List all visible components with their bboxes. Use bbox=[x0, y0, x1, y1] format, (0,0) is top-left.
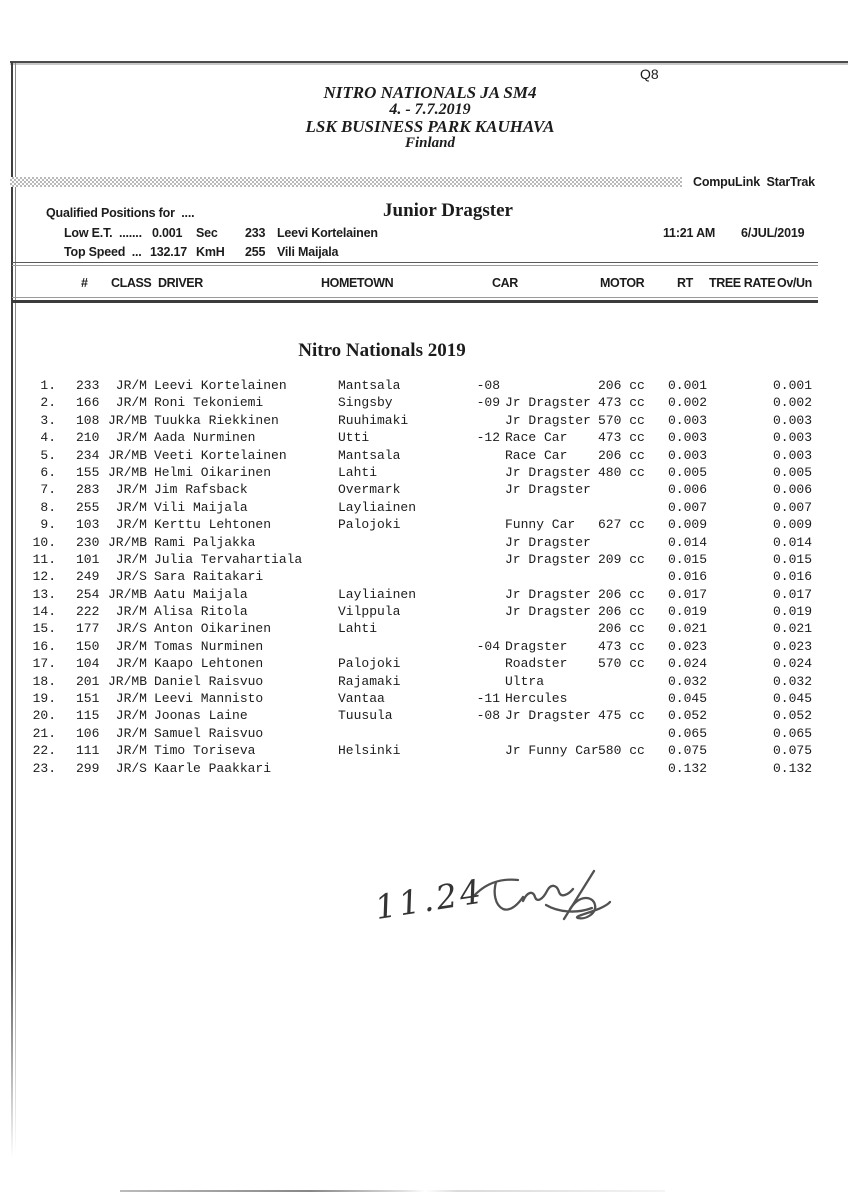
cell-hometown: Vilppula bbox=[338, 604, 401, 620]
cell-ovun: 0.023 bbox=[772, 638, 812, 654]
cell-car: Jr Dragster bbox=[505, 464, 591, 480]
cell-motor: 480 cc bbox=[598, 464, 645, 480]
col-header-tree-rate: TREE RATE bbox=[709, 276, 776, 290]
cell-rt: 0.023 bbox=[668, 638, 708, 654]
cell-driver: Anton Oikarinen bbox=[154, 621, 272, 637]
column-header-row bbox=[0, 276, 848, 292]
header-rule-bottom bbox=[12, 300, 818, 303]
cell-class: JR/M bbox=[115, 430, 147, 446]
table-row bbox=[30, 638, 820, 655]
table-row bbox=[30, 620, 820, 637]
cell-car: Jr Dragster bbox=[505, 604, 591, 620]
cell-motor: 206 cc bbox=[598, 447, 645, 463]
col-header-driver: DRIVER bbox=[158, 276, 203, 290]
cell-rt: 0.032 bbox=[668, 673, 708, 689]
header-rule-top-shadow bbox=[12, 265, 818, 266]
cell-driver: Timo Toriseva bbox=[154, 743, 256, 759]
cell-pos: 16. bbox=[32, 638, 56, 654]
cell-pos: 17. bbox=[32, 656, 56, 672]
cell-class: JR/S bbox=[115, 760, 147, 776]
cell-pos: 19. bbox=[32, 691, 56, 707]
col-header-rt: RT bbox=[677, 276, 693, 290]
cell-rt: 0.003 bbox=[668, 430, 708, 446]
cell-car_year: -08 bbox=[476, 708, 500, 724]
scan-border-top bbox=[10, 61, 848, 63]
cell-hometown: Rajamaki bbox=[338, 673, 401, 689]
cell-class: JR/M bbox=[115, 638, 147, 654]
cell-num: 201 bbox=[76, 673, 100, 689]
cell-driver: Veeti Kortelainen bbox=[154, 447, 287, 463]
cell-car: Jr Dragster bbox=[505, 586, 591, 602]
cell-hometown: Layliainen bbox=[338, 586, 417, 602]
cell-num: 115 bbox=[76, 708, 100, 724]
event-title-block bbox=[130, 84, 730, 152]
table-row bbox=[30, 394, 820, 411]
table-row bbox=[30, 760, 820, 777]
signature-scribble bbox=[472, 871, 610, 919]
timing-system-brand: CompuLink StarTrak bbox=[693, 175, 815, 189]
cell-pos: 3. bbox=[40, 412, 56, 428]
results-rows bbox=[30, 377, 820, 777]
cell-ovun: 0.005 bbox=[772, 464, 812, 480]
cell-class: JR/S bbox=[115, 621, 147, 637]
cell-motor: 627 cc bbox=[598, 517, 645, 533]
cell-motor: 580 cc bbox=[598, 743, 645, 759]
header-rule-top bbox=[12, 262, 818, 263]
cell-motor: 473 cc bbox=[598, 638, 645, 654]
cell-pos: 20. bbox=[32, 708, 56, 724]
cell-rt: 0.045 bbox=[668, 691, 708, 707]
table-row bbox=[30, 707, 820, 724]
cell-pos: 9. bbox=[40, 517, 56, 533]
cell-num: 150 bbox=[76, 638, 100, 654]
qualified-positions-label: Qualified Positions for .... bbox=[46, 206, 195, 220]
cell-ovun: 0.009 bbox=[772, 517, 812, 533]
cell-driver: Rami Paljakka bbox=[154, 534, 256, 550]
cell-num: 249 bbox=[76, 569, 100, 585]
cell-driver: Helmi Oikarinen bbox=[154, 464, 272, 480]
cell-pos: 7. bbox=[40, 482, 56, 498]
cell-rt: 0.007 bbox=[668, 499, 708, 515]
cell-num: 255 bbox=[76, 499, 100, 515]
col-header-car: CAR bbox=[492, 276, 518, 290]
table-row bbox=[30, 568, 820, 585]
cell-car_year: -11 bbox=[476, 691, 500, 707]
cell-hometown: Mantsala bbox=[338, 447, 401, 463]
cell-class: JR/MB bbox=[107, 447, 147, 463]
handwritten-annotation bbox=[368, 853, 618, 953]
cell-class: JR/M bbox=[115, 395, 147, 411]
cell-hometown: Lahti bbox=[338, 621, 378, 637]
cell-ovun: 0.052 bbox=[772, 708, 812, 724]
cell-class: JR/M bbox=[115, 482, 147, 498]
cell-ovun: 0.006 bbox=[772, 482, 812, 498]
cell-car: Jr Dragster bbox=[505, 551, 591, 567]
cell-hometown: Tuusula bbox=[338, 708, 393, 724]
cell-rt: 0.065 bbox=[668, 725, 708, 741]
top-speed-unit: KmH bbox=[196, 245, 225, 259]
cell-num: 101 bbox=[76, 551, 100, 567]
cell-hometown: Singsby bbox=[338, 395, 393, 411]
cell-driver: Tomas Nurminen bbox=[154, 638, 264, 654]
low-et-value: 0.001 bbox=[152, 226, 183, 240]
cell-driver: Sara Raitakari bbox=[154, 569, 264, 585]
cell-hometown: Mantsala bbox=[338, 378, 401, 393]
cell-motor: 570 cc bbox=[598, 412, 645, 428]
cell-rt: 0.003 bbox=[668, 412, 708, 428]
cell-num: 108 bbox=[76, 412, 100, 428]
halftone-separator bbox=[10, 177, 682, 187]
cell-car: Dragster bbox=[505, 638, 568, 654]
cell-pos: 2. bbox=[40, 395, 56, 411]
cell-car: Race Car bbox=[505, 430, 568, 446]
cell-pos: 1. bbox=[40, 378, 56, 393]
table-row bbox=[30, 499, 820, 516]
cell-pos: 13. bbox=[32, 586, 56, 602]
cell-pos: 8. bbox=[40, 499, 56, 515]
cell-motor: 473 cc bbox=[598, 395, 645, 411]
cell-pos: 6. bbox=[40, 464, 56, 480]
cell-ovun: 0.002 bbox=[772, 395, 812, 411]
table-row bbox=[30, 603, 820, 620]
cell-num: 222 bbox=[76, 604, 100, 620]
cell-driver: Vili Maijala bbox=[154, 499, 248, 515]
handwritten-time-note: 11.24 bbox=[372, 871, 487, 927]
low-et-label: Low E.T. ....... bbox=[64, 226, 142, 240]
cell-pos: 14. bbox=[32, 604, 56, 620]
print-date: 6/JUL/2019 bbox=[741, 226, 805, 240]
cell-car: Roadster bbox=[505, 656, 568, 672]
top-speed-value: 132.17 bbox=[150, 245, 188, 259]
cell-class: JR/M bbox=[115, 691, 147, 707]
top-speed-car-number: 255 bbox=[245, 245, 266, 259]
cell-pos: 11. bbox=[32, 551, 56, 567]
col-header-ovun: Ov/Un bbox=[777, 276, 812, 290]
top-speed-driver: Vili Maijala bbox=[277, 245, 339, 259]
table-row bbox=[30, 447, 820, 464]
cell-rt: 0.001 bbox=[668, 378, 708, 393]
cell-ovun: 0.003 bbox=[772, 430, 812, 446]
page-code: Q8 bbox=[640, 66, 659, 82]
cell-hometown: Vantaa bbox=[338, 691, 385, 707]
cell-class: JR/S bbox=[115, 569, 147, 585]
cell-class: JR/M bbox=[115, 551, 147, 567]
cell-class: JR/M bbox=[115, 725, 147, 741]
cell-class: JR/MB bbox=[107, 534, 147, 550]
cell-class: JR/M bbox=[115, 656, 147, 672]
cell-driver: Aada Nurminen bbox=[154, 430, 256, 446]
cell-num: 103 bbox=[76, 517, 100, 533]
cell-car: Jr Dragster bbox=[505, 708, 591, 724]
header-rule-bottom-shadow bbox=[12, 297, 818, 298]
cell-class: JR/M bbox=[115, 378, 147, 393]
cell-car_year: -09 bbox=[476, 395, 500, 411]
cell-ovun: 0.021 bbox=[772, 621, 812, 637]
cell-car: Jr Funny Car bbox=[505, 743, 599, 759]
cell-rt: 0.132 bbox=[668, 760, 708, 776]
cell-num: 233 bbox=[76, 378, 100, 393]
event-title: NITRO NATIONALS JA SM4 bbox=[323, 83, 537, 102]
cell-hometown: Lahti bbox=[338, 464, 378, 480]
table-row bbox=[30, 655, 820, 672]
cell-driver: Aatu Maijala bbox=[154, 586, 248, 602]
cell-ovun: 0.019 bbox=[772, 604, 812, 620]
table-row bbox=[30, 742, 820, 759]
cell-driver: Alisa Ritola bbox=[154, 604, 248, 620]
cell-pos: 15. bbox=[32, 621, 56, 637]
cell-car: Jr Dragster bbox=[505, 482, 591, 498]
cell-rt: 0.014 bbox=[668, 534, 708, 550]
top-speed-label: Top Speed ... bbox=[64, 245, 142, 259]
cell-hometown: Palojoki bbox=[338, 517, 401, 533]
top-speed-line bbox=[0, 245, 848, 259]
cell-pos: 12. bbox=[32, 569, 56, 585]
cell-num: 104 bbox=[76, 656, 100, 672]
cell-num: 254 bbox=[76, 586, 100, 602]
cell-num: 230 bbox=[76, 534, 100, 550]
cell-class: JR/MB bbox=[107, 586, 147, 602]
cell-car: Race Car bbox=[505, 447, 568, 463]
cell-car: Jr Dragster bbox=[505, 395, 591, 411]
cell-class: JR/M bbox=[115, 708, 147, 724]
cell-driver: Roni Tekoniemi bbox=[154, 395, 264, 411]
cell-num: 283 bbox=[76, 482, 100, 498]
cell-rt: 0.015 bbox=[668, 551, 708, 567]
low-et-line bbox=[0, 226, 848, 240]
cell-ovun: 0.045 bbox=[772, 691, 812, 707]
cell-rt: 0.019 bbox=[668, 604, 708, 620]
cell-motor: 206 cc bbox=[598, 604, 645, 620]
cell-driver: Leevi Kortelainen bbox=[154, 378, 287, 393]
cell-class: JR/MB bbox=[107, 412, 147, 428]
cell-hometown: Palojoki bbox=[338, 656, 401, 672]
cell-rt: 0.006 bbox=[668, 482, 708, 498]
cell-ovun: 0.014 bbox=[772, 534, 812, 550]
cell-ovun: 0.016 bbox=[772, 569, 812, 585]
cell-hometown: Ruuhimaki bbox=[338, 412, 409, 428]
table-row bbox=[30, 725, 820, 742]
cell-driver: Julia Tervahartiala bbox=[154, 551, 303, 567]
cell-motor: 473 cc bbox=[598, 430, 645, 446]
cell-class: JR/M bbox=[115, 517, 147, 533]
cell-ovun: 0.024 bbox=[772, 656, 812, 672]
col-header-position: # bbox=[81, 276, 88, 290]
cell-hometown: Utti bbox=[338, 430, 370, 446]
cell-rt: 0.024 bbox=[668, 656, 708, 672]
event-dates: 4. - 7.7.2019 bbox=[389, 101, 471, 118]
cell-pos: 4. bbox=[40, 430, 56, 446]
low-et-driver: Leevi Kortelainen bbox=[277, 226, 378, 240]
cell-rt: 0.016 bbox=[668, 569, 708, 585]
cell-rt: 0.003 bbox=[668, 447, 708, 463]
cell-car: Funny Car bbox=[505, 517, 576, 533]
cell-ovun: 0.003 bbox=[772, 447, 812, 463]
cell-num: 111 bbox=[76, 743, 100, 759]
cell-pos: 21. bbox=[32, 725, 56, 741]
col-header-hometown: HOMETOWN bbox=[321, 276, 394, 290]
table-row bbox=[30, 429, 820, 446]
cell-ovun: 0.007 bbox=[772, 499, 812, 515]
cell-ovun: 0.003 bbox=[772, 412, 812, 428]
cell-driver: Leevi Mannisto bbox=[154, 691, 264, 707]
cell-motor: 475 cc bbox=[598, 708, 645, 724]
cell-rt: 0.009 bbox=[668, 517, 708, 533]
cell-driver: Jim Rafsback bbox=[154, 482, 248, 498]
cell-rt: 0.005 bbox=[668, 464, 708, 480]
cell-class: JR/M bbox=[115, 743, 147, 759]
cell-rt: 0.017 bbox=[668, 586, 708, 602]
cell-num: 299 bbox=[76, 760, 100, 776]
cell-pos: 10. bbox=[32, 534, 56, 550]
cell-num: 155 bbox=[76, 464, 100, 480]
cell-car_year: -04 bbox=[476, 638, 500, 654]
cell-car: Hercules bbox=[505, 691, 568, 707]
cell-ovun: 0.075 bbox=[772, 743, 812, 759]
cell-car_year: -08 bbox=[476, 378, 500, 393]
low-et-car-number: 233 bbox=[245, 226, 266, 240]
table-row bbox=[30, 690, 820, 707]
cell-driver: Kaapo Lehtonen bbox=[154, 656, 264, 672]
cell-car: Jr Dragster bbox=[505, 412, 591, 428]
cell-motor: 570 cc bbox=[598, 656, 645, 672]
cell-pos: 22. bbox=[32, 743, 56, 759]
cell-ovun: 0.032 bbox=[772, 673, 812, 689]
cell-class: JR/M bbox=[115, 499, 147, 515]
cell-motor: 206 cc bbox=[598, 621, 645, 637]
table-row bbox=[30, 551, 820, 568]
cell-motor: 206 cc bbox=[598, 586, 645, 602]
section-title: Nitro Nationals 2019 bbox=[298, 340, 466, 361]
cell-rt: 0.021 bbox=[668, 621, 708, 637]
table-row bbox=[30, 464, 820, 481]
cell-num: 106 bbox=[76, 725, 100, 741]
cell-driver: Tuukka Riekkinen bbox=[154, 412, 279, 428]
cell-num: 166 bbox=[76, 395, 100, 411]
cell-rt: 0.052 bbox=[668, 708, 708, 724]
scan-smudge bbox=[120, 1190, 665, 1192]
cell-num: 210 bbox=[76, 430, 100, 446]
cell-hometown: Helsinki bbox=[338, 743, 401, 759]
cell-driver: Joonas Laine bbox=[154, 708, 248, 724]
cell-class: JR/MB bbox=[107, 464, 147, 480]
cell-num: 151 bbox=[76, 691, 100, 707]
table-row bbox=[30, 673, 820, 690]
cell-hometown: Overmark bbox=[338, 482, 401, 498]
cell-ovun: 0.017 bbox=[772, 586, 812, 602]
cell-ovun: 0.015 bbox=[772, 551, 812, 567]
cell-car: Ultra bbox=[505, 673, 545, 689]
table-row bbox=[30, 481, 820, 498]
low-et-unit: Sec bbox=[196, 226, 218, 240]
col-header-class: CLASS bbox=[111, 276, 152, 290]
cell-motor: 206 cc bbox=[598, 378, 645, 393]
cell-num: 234 bbox=[76, 447, 100, 463]
cell-motor: 209 cc bbox=[598, 551, 645, 567]
cell-pos: 5. bbox=[40, 447, 56, 463]
table-row bbox=[30, 377, 820, 394]
cell-class: JR/MB bbox=[107, 673, 147, 689]
cell-ovun: 0.001 bbox=[772, 378, 812, 393]
cell-pos: 23. bbox=[32, 760, 56, 776]
cell-driver: Daniel Raisvuo bbox=[154, 673, 264, 689]
event-venue: LSK BUSINESS PARK KAUHAVA bbox=[305, 117, 555, 136]
cell-driver: Kaarle Paakkari bbox=[154, 760, 272, 776]
cell-car: Jr Dragster bbox=[505, 534, 591, 550]
table-row bbox=[30, 516, 820, 533]
table-row bbox=[30, 534, 820, 551]
table-row bbox=[30, 586, 820, 603]
col-header-motor: MOTOR bbox=[600, 276, 645, 290]
category-title: Junior Dragster bbox=[383, 200, 513, 221]
cell-driver: Kerttu Lehtonen bbox=[154, 517, 272, 533]
cell-num: 177 bbox=[76, 621, 100, 637]
cell-hometown: Layliainen bbox=[338, 499, 417, 515]
cell-ovun: 0.065 bbox=[772, 725, 812, 741]
cell-pos: 18. bbox=[32, 673, 56, 689]
cell-rt: 0.002 bbox=[668, 395, 708, 411]
cell-driver: Samuel Raisvuo bbox=[154, 725, 264, 741]
print-time: 11:21 AM bbox=[663, 226, 716, 240]
cell-class: JR/M bbox=[115, 604, 147, 620]
cell-car_year: -12 bbox=[476, 430, 500, 446]
cell-rt: 0.075 bbox=[668, 743, 708, 759]
table-row bbox=[30, 412, 820, 429]
cell-ovun: 0.132 bbox=[772, 760, 812, 776]
event-country: Finland bbox=[404, 135, 456, 151]
